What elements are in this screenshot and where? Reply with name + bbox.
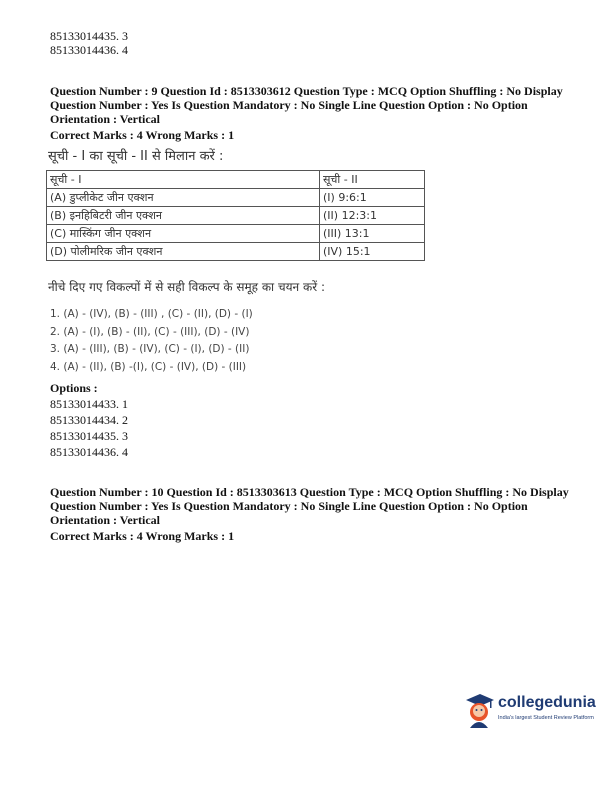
table-cell: (II) 12:3:1 xyxy=(320,207,425,225)
header-line: Question Number : 10 Question Id : 8513303613 Question Type : MCQ Option Shuffling : No Display xyxy=(50,485,569,499)
question-10-header xyxy=(50,485,569,543)
option-line: 85133014435. 3 xyxy=(50,29,128,43)
header-line: Question Number : 9 Question Id : 8513303612 Question Type : MCQ Option Shuffling : No Display xyxy=(50,84,563,98)
answer-choice: 1. (A) - (IV), (B) - (III) , (C) - (II), (D) - (I) xyxy=(50,308,253,320)
option-line: 85133014436. 4 xyxy=(50,43,128,57)
table-header-row xyxy=(47,171,425,189)
graduate-mascot-icon xyxy=(462,690,496,730)
marks-line: Correct Marks : 4 Wrong Marks : 1 xyxy=(50,128,235,142)
option-line: 85133014433. 1 xyxy=(50,397,128,411)
logo-wordmark: collegedunia xyxy=(498,694,596,711)
header-line: Question Number : Yes Is Question Mandatory : No Single Line Question Option : No Option xyxy=(50,98,528,112)
table-row xyxy=(47,243,425,261)
question-instruction: नीचे दिए गए विकल्पों में से सही विकल्प के समूह का चयन करें : xyxy=(48,280,326,294)
header-line: Orientation : Vertical xyxy=(50,513,160,527)
answer-choice: 4. (A) - (II), (B) -(I), (C) - (IV), (D) - (III) xyxy=(50,360,247,373)
table-cell: (I) 9:6:1 xyxy=(320,189,425,207)
question-9-header xyxy=(50,84,563,142)
answer-choices xyxy=(50,306,253,376)
table-cell: (III) 13:1 xyxy=(320,225,425,243)
answer-choice: 2. (A) - (I), (B) - (II), (C) - (III), (D) - (IV) xyxy=(50,325,250,338)
table-cell: (C) मास्किंग जीन एक्शन xyxy=(47,225,320,243)
collegedunia-logo xyxy=(462,690,597,735)
table-header-cell: सूची - II xyxy=(320,171,425,189)
question-prompt: सूची - I का सूची - II से मिलान करें : xyxy=(48,149,224,164)
table-header-cell: सूची - I xyxy=(47,171,320,189)
answer-choice: 3. (A) - (III), (B) - (IV), (C) - (I), (D) - (II) xyxy=(50,343,250,355)
table-row xyxy=(47,189,425,207)
header-line: Question Number : Yes Is Question Mandatory : No Single Line Question Option : No Option xyxy=(50,499,528,513)
header-line: Orientation : Vertical xyxy=(50,112,160,126)
table-cell: (IV) 15:1 xyxy=(320,243,425,261)
marks-line: Correct Marks : 4 Wrong Marks : 1 xyxy=(50,529,235,543)
options-block xyxy=(50,380,128,460)
table-cell: (B) इनहिबिटरी जीन एक्शन xyxy=(47,207,320,225)
logo-tagline: India's largest Student Review Platform xyxy=(498,715,594,721)
table-cell: (D) पोलीमरिक जीन एक्शन xyxy=(47,243,320,261)
table-row xyxy=(47,207,425,225)
table-row xyxy=(47,225,425,243)
previous-options xyxy=(50,29,128,57)
match-table xyxy=(46,170,425,261)
option-line: 85133014435. 3 xyxy=(50,429,128,443)
options-label: Options : xyxy=(50,381,98,395)
option-line: 85133014434. 2 xyxy=(50,413,128,427)
table-cell: (A) डुप्लीकेट जीन एक्शन xyxy=(47,189,320,207)
option-line: 85133014436. 4 xyxy=(50,445,128,459)
